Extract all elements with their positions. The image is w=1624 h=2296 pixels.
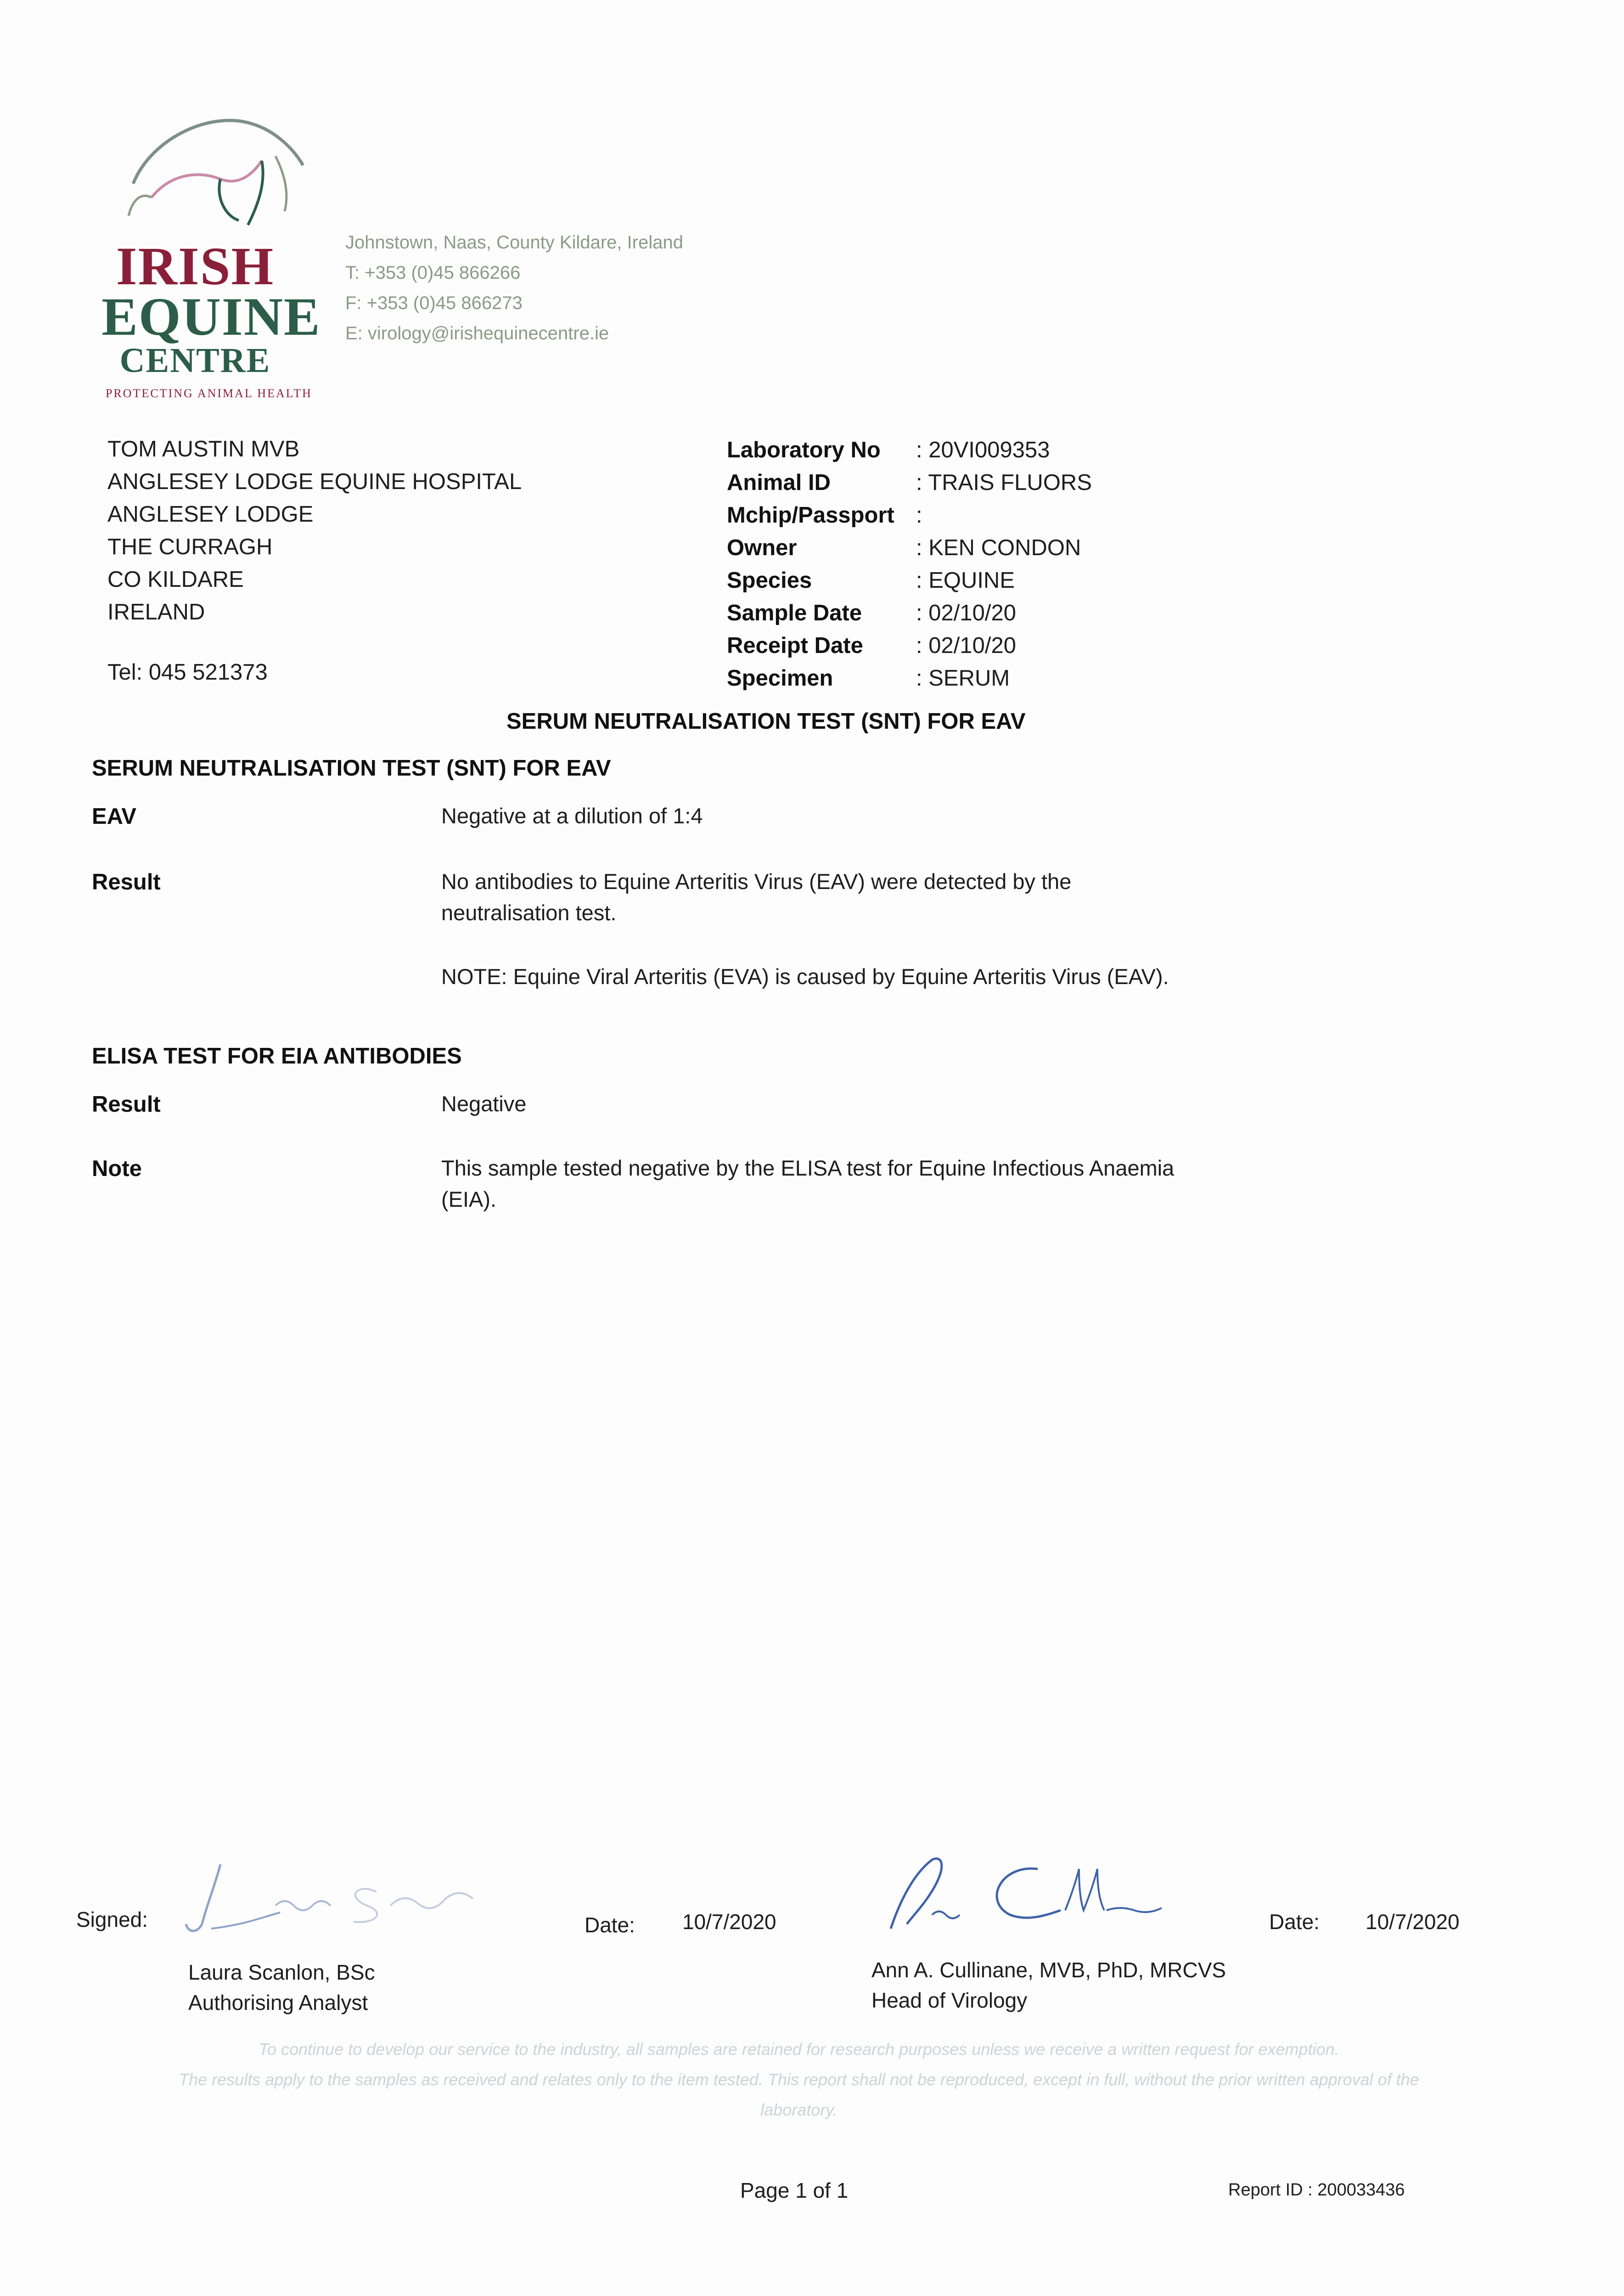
recipient-line: TOM AUSTIN MVB — [107, 437, 300, 461]
left-date-label: Date: — [584, 1913, 635, 1937]
recipient-line: THE CURRAGH — [107, 535, 273, 559]
elisa-note-value: This sample tested negative by the ELISA test for Equine Infectious Anaemia (EIA). — [441, 1156, 1174, 1211]
elisa-heading: ELISA TEST FOR EIA ANTIBODIES — [92, 1044, 462, 1069]
report-id-value: 200033436 — [1317, 2180, 1405, 2200]
footer-line-retention: To continue to develop our service to the industry, all samples are retained for research purposes unless we receive a written request for exemption. — [258, 2040, 1339, 2059]
sample-value: : TRAIS FLUORS — [916, 470, 1092, 495]
right-signer-name: Ann A. Cullinane, MVB, PhD, MRCVS — [871, 1958, 1226, 1982]
sample-label: Owner — [727, 535, 797, 560]
left-signer-title: Authorising Analyst — [188, 1991, 368, 2015]
sample-details — [727, 434, 1092, 695]
recipient-address — [107, 433, 522, 629]
contact-address: Johnstown, Naas, County Kildare, Ireland — [345, 232, 683, 253]
right-date-label: Date: — [1269, 1910, 1320, 1934]
sample-value: : 20VI009353 — [916, 438, 1050, 462]
sample-row — [727, 630, 1092, 662]
sample-label: Sample Date — [727, 601, 862, 625]
recipient-line: IRELAND — [107, 600, 205, 625]
report-title: SERUM NEUTRALISATION TEST (SNT) FOR EAV — [506, 709, 1026, 734]
sample-row — [727, 532, 1092, 564]
sample-value: : — [916, 503, 922, 528]
right-date: 10/7/2020 — [1366, 1910, 1460, 1934]
footer-disclaimer — [174, 2034, 1423, 2125]
sample-label: Laboratory No — [727, 438, 881, 462]
eav-value: Negative at a dilution of 1:4 — [441, 804, 703, 828]
sample-row — [727, 564, 1092, 597]
sample-value: : 02/10/20 — [916, 601, 1016, 625]
report-id — [1228, 2180, 1405, 2200]
elisa-result-value: Negative — [441, 1092, 527, 1116]
sample-row — [727, 499, 1092, 532]
sample-value: : KEN CONDON — [916, 535, 1081, 560]
elisa-note-label: Note — [92, 1156, 142, 1181]
snt-note-value: NOTE: Equine Viral Arteritis (EVA) is caused by Equine Arteritis Virus (EAV). — [441, 964, 1169, 989]
right-signer-title: Head of Virology — [871, 1988, 1028, 2012]
snt-result-label: Result — [92, 870, 161, 895]
snt-heading: SERUM NEUTRALISATION TEST (SNT) FOR EAV — [92, 756, 611, 781]
contact-phone: T: +353 (0)45 866266 — [345, 263, 521, 283]
logo — [101, 106, 321, 409]
left-signer-name: Laura Scanlon, BSc — [188, 1960, 375, 1984]
sample-row — [727, 467, 1092, 499]
horse-outline-icon — [101, 106, 321, 243]
sample-row — [727, 434, 1092, 467]
sample-label: Species — [727, 568, 812, 593]
logo-word-irish: IRISH — [116, 236, 275, 296]
elisa-result-label: Result — [92, 1092, 161, 1117]
logo-tagline: PROTECTING ANIMAL HEALTH — [106, 387, 312, 400]
sample-label: Specimen — [727, 666, 833, 691]
recipient-line: CO KILDARE — [107, 567, 244, 592]
sample-label: Mchip/Passport — [727, 503, 894, 528]
logo-word-centre: CENTRE — [119, 341, 271, 380]
eav-label: EAV — [92, 804, 137, 829]
report-id-label: Report ID : — [1228, 2180, 1313, 2200]
contact-email[interactable]: E: virology@irishequinecentre.ie — [345, 323, 609, 343]
sample-label: Animal ID — [727, 470, 831, 495]
footer-line-reproduction: The results apply to the samples as received and relates only to the item tested. This report shall not be reproduced, except in full, without the prior written approval of the laboratory. — [179, 2070, 1419, 2119]
sample-row — [727, 662, 1092, 695]
recipient-line: ANGLESEY LODGE — [107, 502, 314, 527]
recipient-phone: Tel: 045 521373 — [107, 660, 268, 685]
left-date: 10/7/2020 — [682, 1910, 776, 1934]
page-number: Page 1 of 1 — [740, 2178, 849, 2202]
signature-right — [863, 1846, 1185, 1938]
signature-left — [184, 1855, 496, 1938]
signed-label: Signed: — [76, 1908, 148, 1931]
snt-result-value: No antibodies to Equine Arteritis Virus (EAV) were detected by the neutralisation test. — [441, 869, 1072, 925]
contact-fax: F: +353 (0)45 866273 — [345, 293, 523, 313]
recipient-line: ANGLESEY LODGE EQUINE HOSPITAL — [107, 469, 522, 494]
sample-value: : SERUM — [916, 666, 1010, 691]
sample-label: Receipt Date — [727, 633, 863, 658]
sample-row — [727, 597, 1092, 630]
sample-value: : EQUINE — [916, 568, 1015, 593]
sample-value: : 02/10/20 — [916, 633, 1016, 658]
logo-word-equine: EQUINE — [101, 287, 321, 347]
